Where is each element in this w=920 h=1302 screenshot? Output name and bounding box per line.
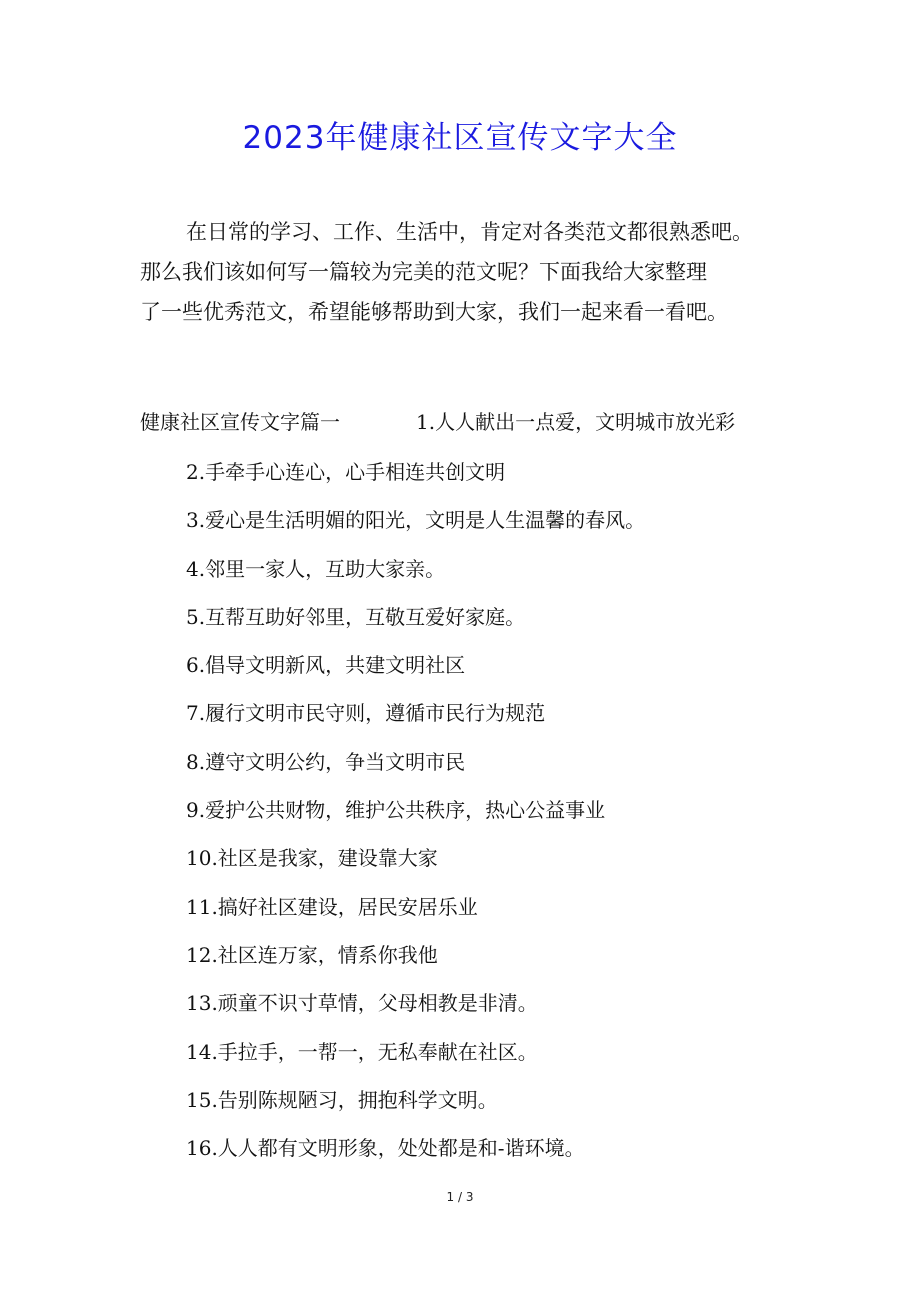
list-item: 16.人人都有文明形象，处处都是和-谐环境。 [186, 1136, 585, 1161]
list-item: 1.人人献出一点爱，文明城市放光彩 [416, 410, 736, 434]
list-item: 11.搞好社区建设，居民安居乐业 [186, 894, 478, 919]
intro-line: 在日常的学习、工作、生活中，肯定对各类范文都很熟悉吧。 [186, 220, 753, 244]
list-item: 13.顽童不识寸草情，父母相教是非清。 [186, 991, 538, 1016]
list-item: 9.爱护公共财物，维护公共秩序，热心公益事业 [186, 798, 606, 823]
list-item: 7.履行文明市民守则，遵循市民行为规范 [186, 701, 546, 726]
section-row [140, 406, 840, 435]
list-item: 12.社区连万家，情系你我他 [186, 942, 438, 967]
list-item: 14.手拉手，一帮一，无私奉献在社区。 [186, 1039, 538, 1064]
list-item: 2.手牵手心连心，心手相连共创文明 [186, 460, 506, 484]
page-title: 2023年健康社区宣传文字大全 [242, 120, 678, 156]
list-item: 6.倡导文明新风，共建文明社区 [186, 653, 466, 678]
list-item: 3.爱心是生活明媚的阳光，文明是人生温馨的春风。 [186, 508, 646, 533]
intro-line: 了一些优秀范文，希望能够帮助到大家，我们一起来看一看吧。 [140, 300, 728, 324]
page-number: 1 / 3 [446, 1190, 474, 1204]
section-heading: 健康社区宣传文字篇一 [140, 410, 340, 434]
list-item: 15.告别陈规陋习，拥抱科学文明。 [186, 1087, 498, 1112]
list-item: 4.邻里一家人，互助大家亲。 [186, 556, 446, 581]
intro-line: 那么我们该如何写一篇较为完美的范文呢？下面我给大家整理 [140, 260, 707, 284]
list-item: 10.社区是我家，建设靠大家 [186, 846, 438, 871]
list-item: 8.遵守文明公约，争当文明市民 [186, 749, 466, 774]
list-item: 5.互帮互助好邻里，互敬互爱好家庭。 [186, 604, 526, 629]
intro-paragraph [140, 212, 800, 332]
slogan-list [186, 454, 836, 1178]
